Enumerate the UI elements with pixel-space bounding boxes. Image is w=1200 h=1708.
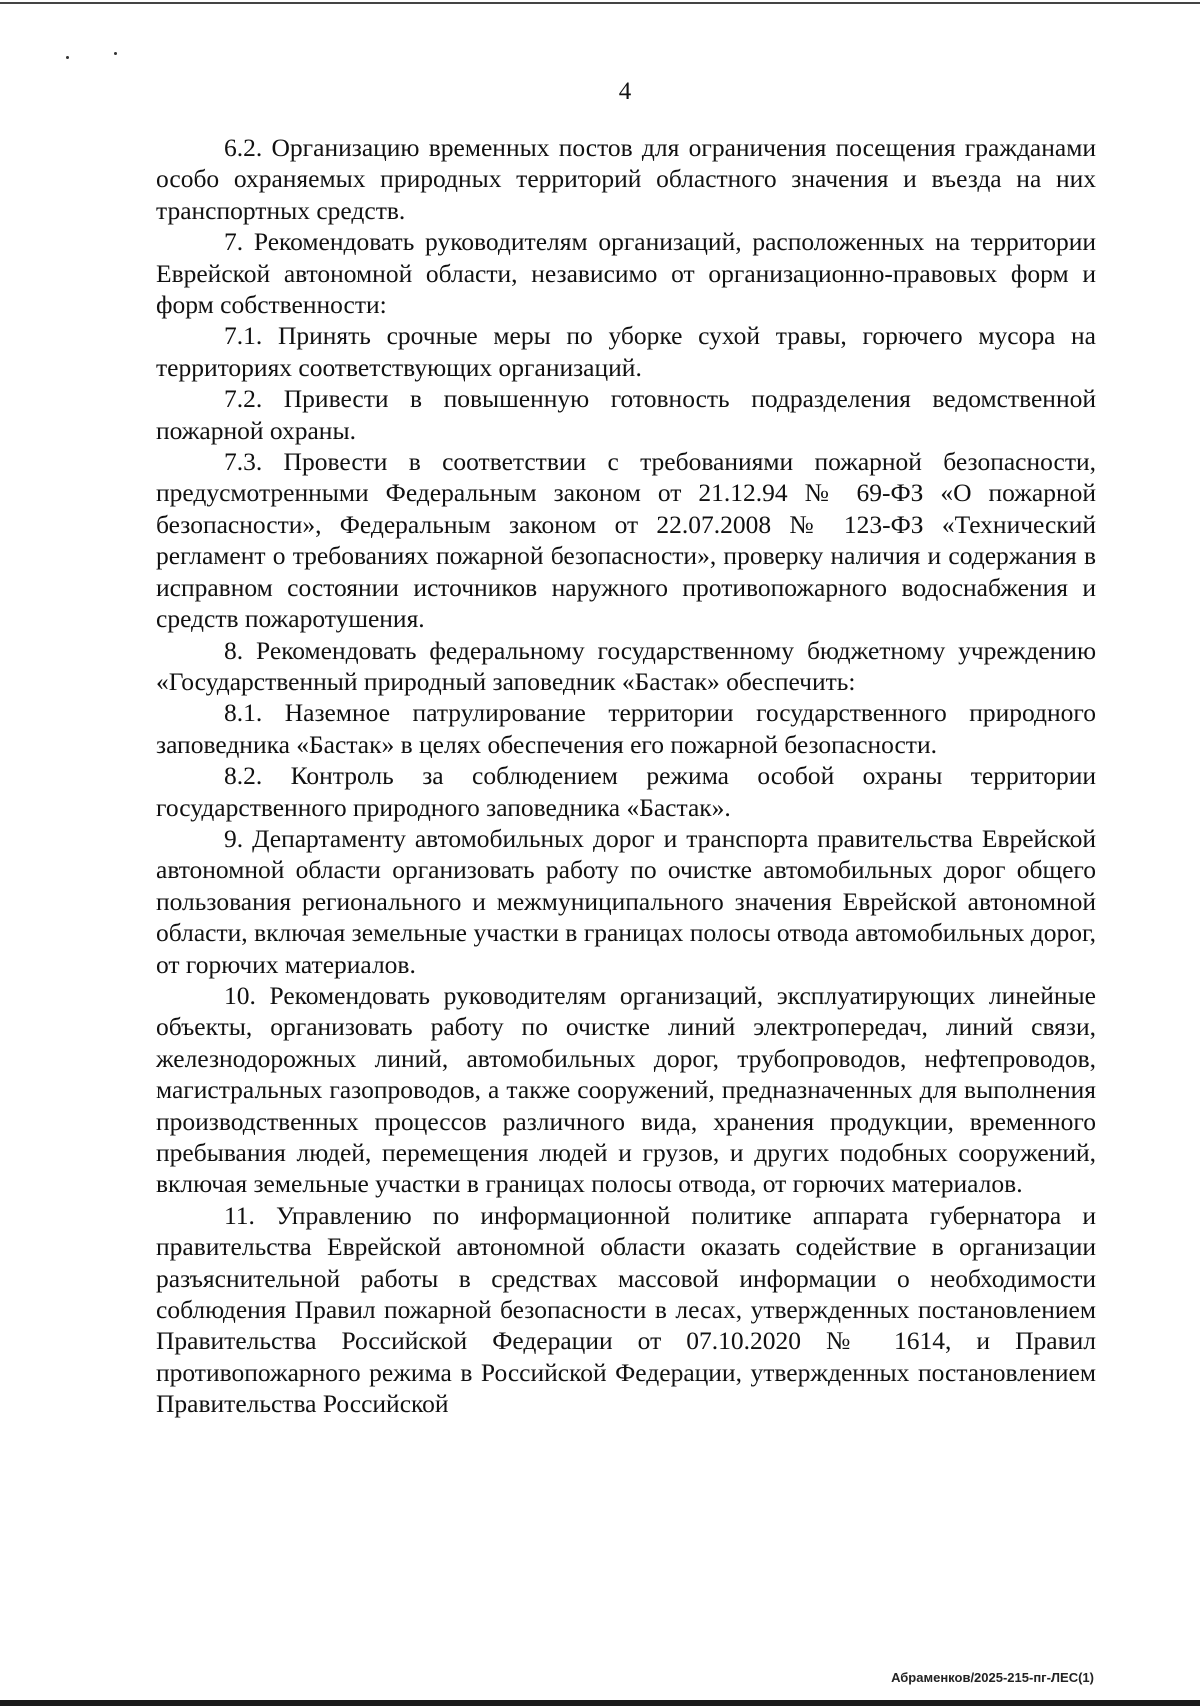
- scan-speck: [114, 52, 117, 55]
- paragraph-8: 8. Рекомендовать федеральному государственному бюджетному учреждению «Государственный природный заповедник «Бастак» обеспечить:: [156, 635, 1096, 696]
- scan-border-bottom: [0, 1700, 1200, 1706]
- paragraph-7-1: 7.1. Принять срочные меры по уборке сухой травы, горючего мусора на территориях соответствующих организаций.: [156, 321, 1096, 382]
- paragraph-7-2: 7.2. Привести в повышенную готовность подразделения ведомственной пожарной охраны.: [156, 384, 1096, 445]
- document-footer-code: Абраменков/2025-215-пг-ЛЕС(1): [891, 1670, 1094, 1685]
- paragraph-10: 10. Рекомендовать руководителям организаций, эксплуатирующих линейные объекты, организовать работу по очистке линий электропередач, линий связи, железнодорожных линий, автомобильных дорог, трубопроводов, нефтепроводов, магистральных газопроводов, а также сооружений, предназначенных для выполнения производственных процессов различного вида, хранения продукции, временного пребывания людей, перемещения людей и грузов, и других подобных сооружений, включая земельные участки в границах полосы отвода, от горючих материалов.: [156, 980, 1096, 1199]
- page-number: 4: [618, 78, 632, 105]
- scan-speck: [66, 56, 69, 59]
- scan-border-top: [0, 2, 1200, 4]
- paragraph-9: 9. Департаменту автомобильных дорог и транспорта правительства Еврейской автономной области организовать работу по очистке автомобильных дорог общего пользования регионального и межмуниципального значения Еврейской автономной области, включая земельные участки в границах полосы отвода автомобильных дорог, от горючих материалов.: [156, 823, 1096, 979]
- paragraph-6-2: 6.2. Организацию временных постов для ограничения посещения гражданами особо охраняемых природных территорий областного значения и въезда на них транспортных средств.: [156, 133, 1096, 225]
- paragraph-11: 11. Управлению по информационной политике аппарата губернатора и правительства Еврейской автономной области оказать содействие в организации разъяснительной работы в средствах массовой информации о необходимости соблюдения Правил пожарной безопасности в лесах, утвержденных постановлением Правительства Российской Федерации от 07.10.2020 № 1614, и Правил противопожарного режима в Российской Федерации, утвержденных постановлением Правительства Российской: [156, 1200, 1096, 1419]
- paragraph-8-2: 8.2. Контроль за соблюдением режима особой охраны территории государственного природного заповедника «Бастак».: [156, 761, 1096, 822]
- paragraph-7: 7. Рекомендовать руководителям организаций, расположенных на территории Еврейской автономной области, независимо от организационно-правовых форм и форм собственности:: [156, 227, 1096, 320]
- document-body: [156, 132, 1096, 1420]
- paragraph-7-3: 7.3. Провести в соответствии с требованиями пожарной безопасности, предусмотренными Федеральным законом от 21.12.94 № 69-ФЗ «О пожарной безопасности», Федеральным законом от 22.07.2008 № 123-ФЗ «Технический регламент о требованиях пожарной безопасности», проверку наличия и содержания в исправном состоянии источников наружного противопожарного водоснабжения и средств пожаротушения.: [156, 447, 1096, 634]
- paragraph-8-1: 8.1. Наземное патрулирование территории государственного природного заповедника «Бастак» в целях обеспечения его пожарной безопасности.: [156, 698, 1096, 759]
